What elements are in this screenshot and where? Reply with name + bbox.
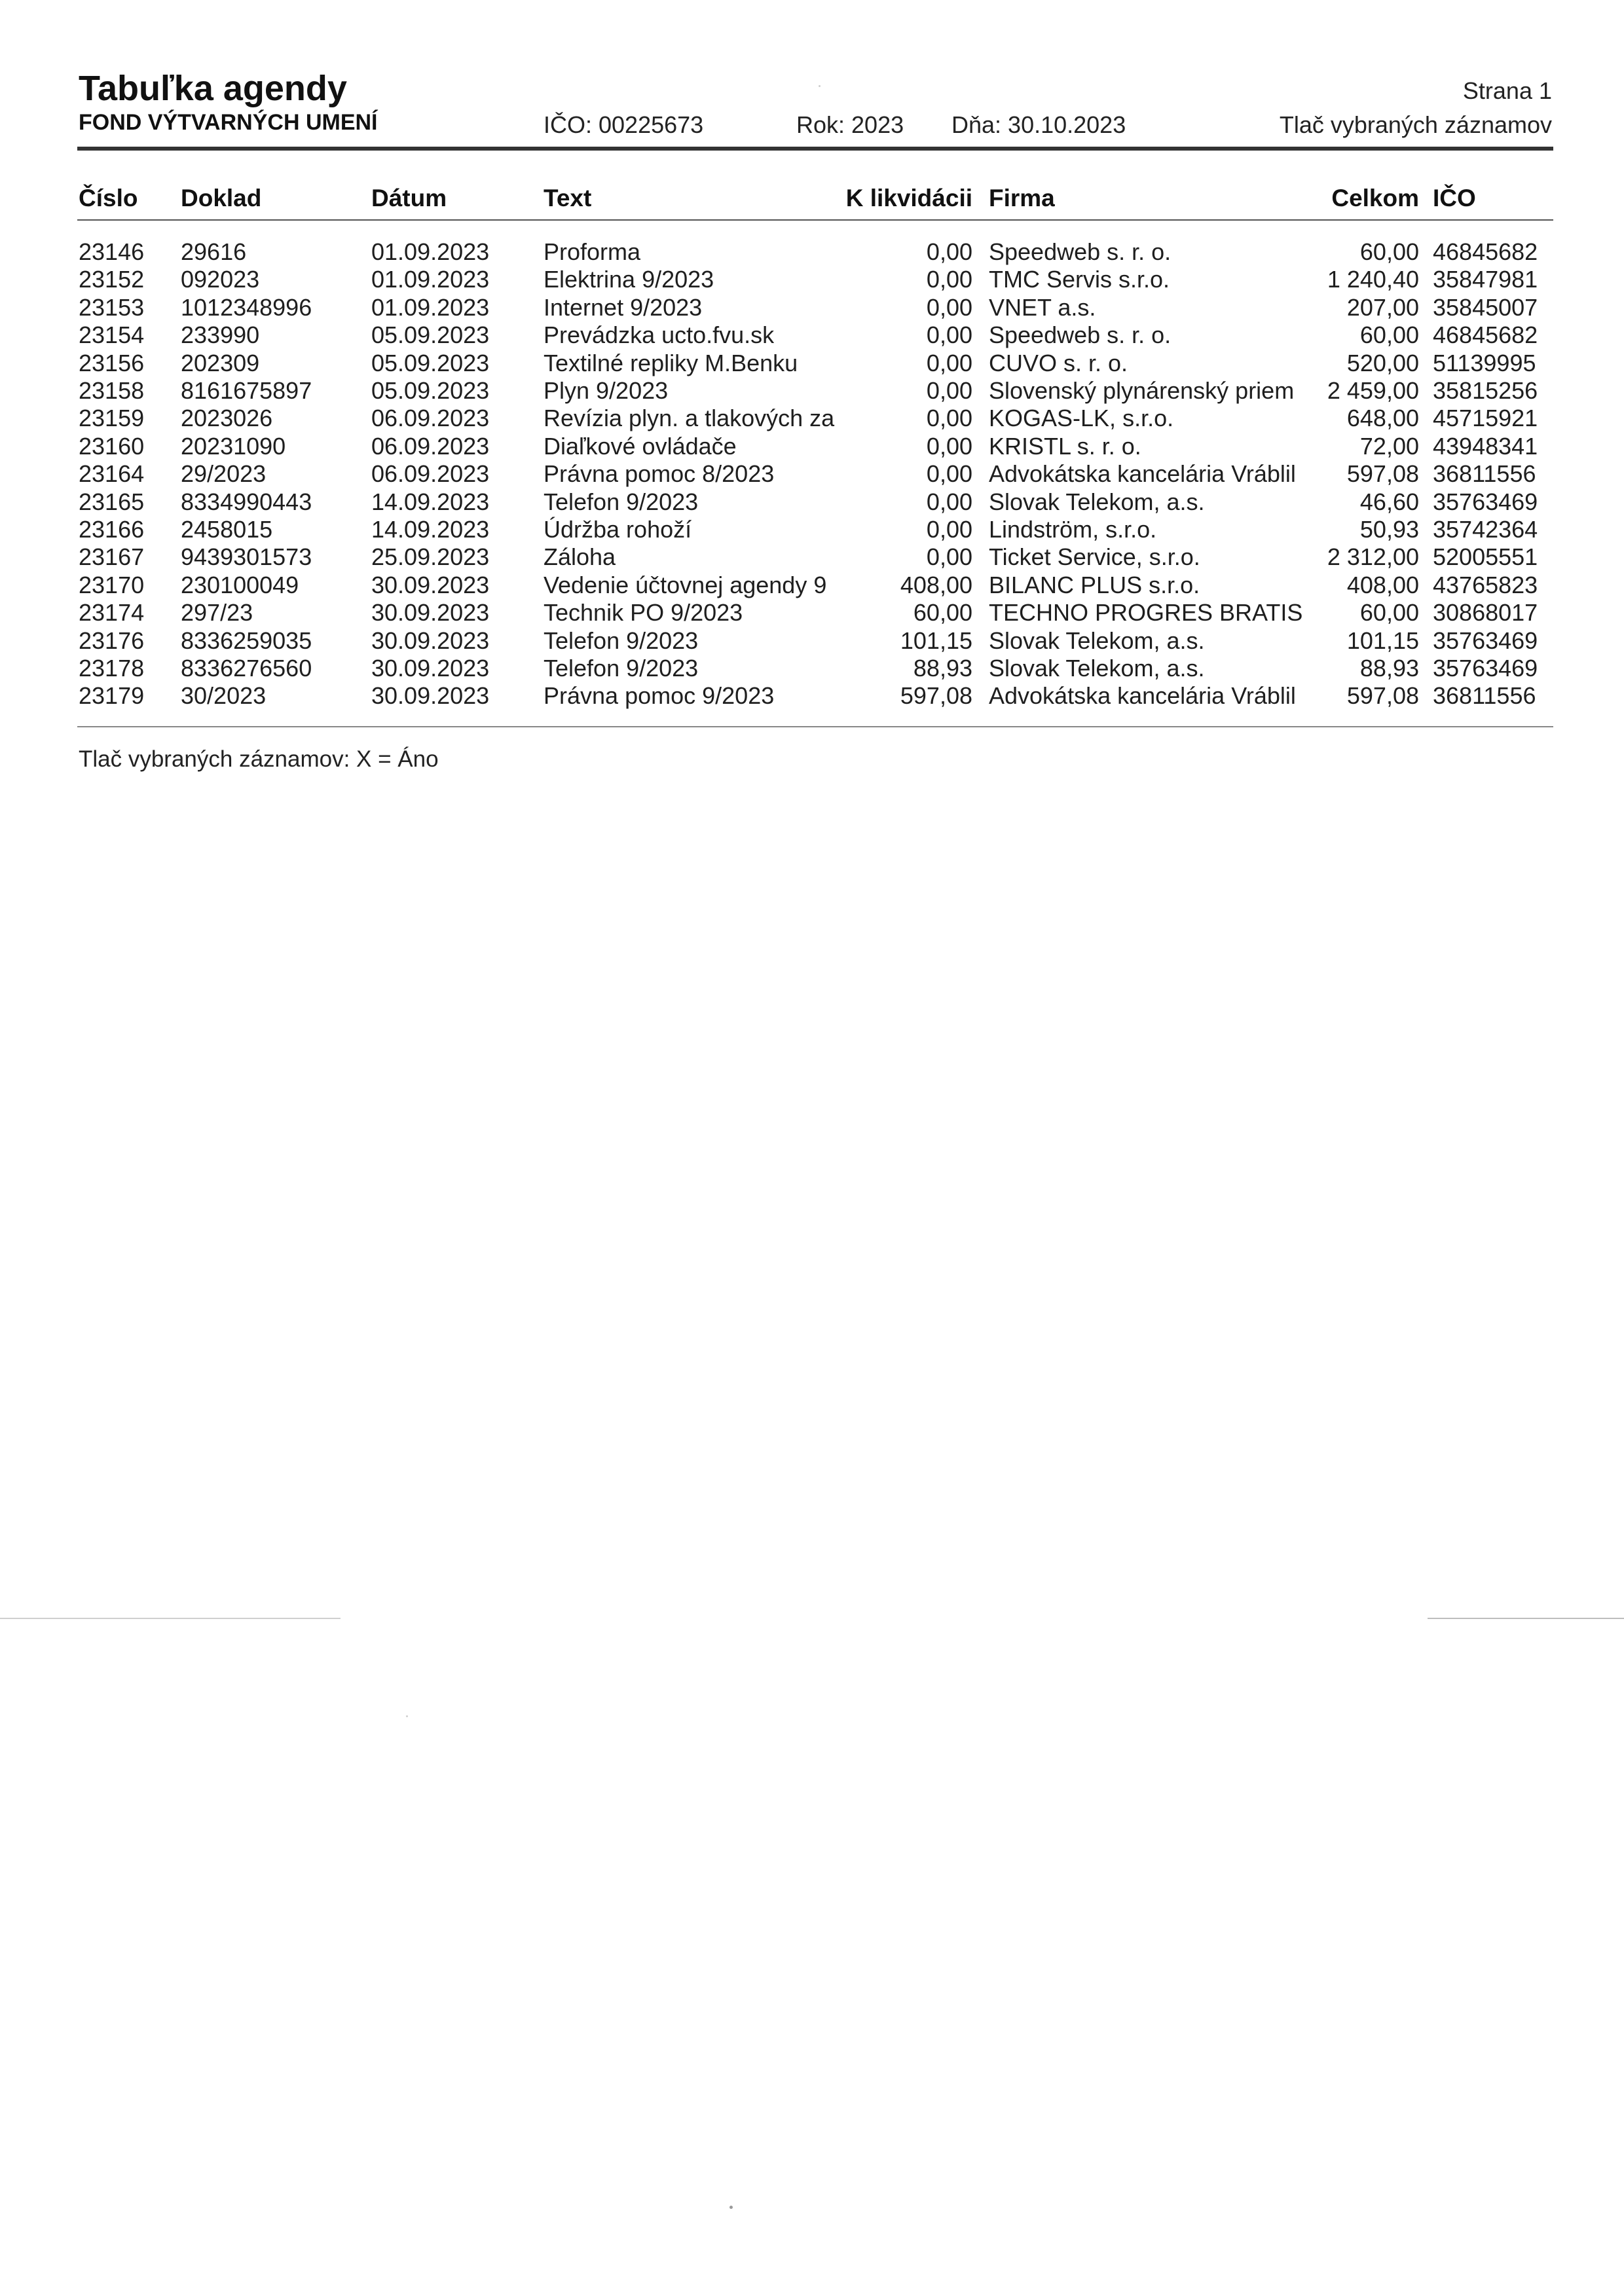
cell-firma: Speedweb s. r. o. [989, 238, 1172, 265]
cell-k-likvidacii: 0,00 [926, 238, 972, 265]
page-number: Strana 1 [1462, 77, 1552, 104]
cell-doklad: 297/23 [181, 599, 253, 627]
organization-ico: IČO: 00225673 [544, 111, 704, 138]
cell-text: Diaľkové ovládače [544, 432, 737, 460]
cell-datum: 25.09.2023 [371, 543, 490, 571]
cell-k-likvidacii: 0,00 [926, 516, 972, 543]
cell-doklad: 20231090 [181, 432, 286, 460]
column-header-doklad: Doklad [181, 185, 262, 211]
cell-datum: 30.09.2023 [371, 571, 490, 598]
cell-doklad: 202309 [181, 349, 260, 376]
cell-firma: CUVO s. r. o. [989, 349, 1128, 376]
cell-firma: TECHNO PROGRES BRATIS [989, 599, 1303, 627]
header-divider [77, 147, 1553, 151]
cell-celkom: 1 240,40 [1327, 266, 1419, 293]
cell-celkom: 648,00 [1346, 405, 1419, 432]
cell-text: Textilné repliky M.Benku [544, 349, 798, 376]
cell-cislo: 23156 [79, 349, 145, 376]
cell-text: Plyn 9/2023 [544, 377, 669, 404]
cell-text: Vedenie účtovnej agendy 9 [544, 571, 827, 598]
cell-cislo: 23160 [79, 432, 145, 460]
column-header-cislo: Číslo [79, 185, 138, 211]
cell-celkom: 72,00 [1359, 432, 1419, 460]
cell-ico: 35742364 [1433, 516, 1538, 543]
table-header-divider [77, 219, 1553, 221]
cell-cislo: 23159 [79, 405, 145, 432]
cell-doklad: 230100049 [181, 571, 299, 598]
cell-datum: 06.09.2023 [371, 405, 490, 432]
cell-firma: Slovenský plynárenský priem [989, 377, 1295, 404]
cell-ico: 35845007 [1433, 293, 1538, 321]
cell-firma: Ticket Service, s.r.o. [989, 543, 1200, 571]
cell-ico: 43948341 [1433, 432, 1538, 460]
cell-doklad: 8336259035 [181, 627, 312, 654]
cell-doklad: 2023026 [181, 405, 273, 432]
cell-cislo: 23152 [79, 266, 145, 293]
cell-datum: 14.09.2023 [371, 488, 490, 515]
cell-celkom: 2 312,00 [1327, 543, 1419, 571]
cell-ico: 45715921 [1433, 405, 1538, 432]
cell-firma: BILANC PLUS s.r.o. [989, 571, 1200, 598]
cell-ico: 46845682 [1433, 238, 1538, 265]
column-header-celkom: Celkom [1331, 185, 1419, 211]
cell-celkom: 597,08 [1346, 682, 1419, 710]
cell-text: Elektrina 9/2023 [544, 266, 714, 293]
cell-k-likvidacii: 0,00 [926, 266, 972, 293]
cell-cislo: 23170 [79, 571, 145, 598]
cell-text: Právna pomoc 9/2023 [544, 682, 775, 710]
column-header-firma: Firma [989, 185, 1055, 211]
cell-doklad: 30/2023 [181, 682, 267, 710]
cell-k-likvidacii: 597,08 [900, 682, 972, 710]
report-year: Rok: 2023 [796, 111, 904, 138]
page-title: Tabuľka agendy [79, 69, 347, 108]
print-mode: Tlač vybraných záznamov [1279, 111, 1552, 138]
cell-cislo: 23154 [79, 321, 145, 349]
footer-note: Tlač vybraných záznamov: X = Áno [79, 746, 439, 772]
cell-cislo: 23153 [79, 293, 145, 321]
cell-doklad: 1012348996 [181, 293, 312, 321]
table-footer-divider [77, 726, 1553, 727]
cell-cislo: 23178 [79, 655, 145, 682]
cell-datum: 14.09.2023 [371, 516, 490, 543]
cell-celkom: 597,08 [1346, 460, 1419, 488]
cell-datum: 01.09.2023 [371, 293, 490, 321]
cell-celkom: 101,15 [1346, 627, 1419, 654]
scan-speck [729, 2206, 733, 2209]
cell-firma: Speedweb s. r. o. [989, 321, 1172, 349]
cell-k-likvidacii: 0,00 [926, 293, 972, 321]
cell-firma: Slovak Telekom, a.s. [989, 627, 1205, 654]
cell-firma: Slovak Telekom, a.s. [989, 655, 1205, 682]
cell-firma: VNET a.s. [989, 293, 1096, 321]
cell-celkom: 60,00 [1359, 321, 1419, 349]
cell-ico: 35847981 [1433, 266, 1538, 293]
cell-doklad: 8336276560 [181, 655, 312, 682]
cell-datum: 05.09.2023 [371, 349, 490, 376]
cell-firma: KRISTL s. r. o. [989, 432, 1141, 460]
cell-k-likvidacii: 0,00 [926, 543, 972, 571]
scan-fold-line-left [0, 1618, 341, 1619]
column-header-ico: IČO [1433, 185, 1476, 211]
cell-ico: 36811556 [1433, 460, 1536, 488]
cell-doklad: 9439301573 [181, 543, 312, 571]
cell-ico: 35763469 [1433, 627, 1538, 654]
cell-ico: 52005551 [1433, 543, 1538, 571]
cell-celkom: 60,00 [1359, 599, 1419, 627]
cell-text: Technik PO 9/2023 [544, 599, 743, 627]
cell-ico: 35815256 [1433, 377, 1538, 404]
cell-k-likvidacii: 0,00 [926, 321, 972, 349]
organization-name: FOND VÝTVARNÝCH UMENÍ [79, 110, 378, 135]
cell-cislo: 23176 [79, 627, 145, 654]
cell-celkom: 207,00 [1346, 293, 1419, 321]
cell-datum: 05.09.2023 [371, 321, 490, 349]
cell-k-likvidacii: 0,00 [926, 405, 972, 432]
cell-cislo: 23165 [79, 488, 145, 515]
cell-cislo: 23158 [79, 377, 145, 404]
cell-celkom: 46,60 [1359, 488, 1419, 515]
cell-text: Telefon 9/2023 [544, 655, 699, 682]
cell-firma: Lindström, s.r.o. [989, 516, 1157, 543]
cell-doklad: 233990 [181, 321, 260, 349]
cell-text: Právna pomoc 8/2023 [544, 460, 775, 488]
cell-text: Internet 9/2023 [544, 293, 703, 321]
cell-celkom: 2 459,00 [1327, 377, 1419, 404]
cell-firma: Advokátska kancelária Vráblil [989, 682, 1296, 710]
cell-datum: 30.09.2023 [371, 655, 490, 682]
column-header-datum: Dátum [371, 185, 447, 211]
cell-cislo: 23146 [79, 238, 145, 265]
cell-datum: 01.09.2023 [371, 266, 490, 293]
cell-cislo: 23167 [79, 543, 145, 571]
cell-doklad: 8161675897 [181, 377, 312, 404]
cell-cislo: 23179 [79, 682, 145, 710]
column-header-text: Text [544, 185, 592, 211]
cell-text: Proforma [544, 238, 641, 265]
cell-datum: 30.09.2023 [371, 599, 490, 627]
cell-k-likvidacii: 88,93 [913, 655, 972, 682]
cell-text: Telefon 9/2023 [544, 627, 699, 654]
cell-cislo: 23164 [79, 460, 145, 488]
cell-firma: Slovak Telekom, a.s. [989, 488, 1205, 515]
cell-datum: 30.09.2023 [371, 682, 490, 710]
cell-datum: 06.09.2023 [371, 460, 490, 488]
cell-doklad: 8334990443 [181, 488, 312, 515]
cell-ico: 43765823 [1433, 571, 1538, 598]
cell-firma: KOGAS-LK, s.r.o. [989, 405, 1174, 432]
cell-celkom: 520,00 [1346, 349, 1419, 376]
cell-firma: TMC Servis s.r.o. [989, 266, 1170, 293]
cell-ico: 46845682 [1433, 321, 1538, 349]
cell-k-likvidacii: 101,15 [900, 627, 972, 654]
cell-k-likvidacii: 0,00 [926, 488, 972, 515]
cell-doklad: 29/2023 [181, 460, 267, 488]
cell-k-likvidacii: 60,00 [913, 599, 972, 627]
cell-doklad: 2458015 [181, 516, 273, 543]
cell-text: Telefon 9/2023 [544, 488, 699, 515]
cell-celkom: 60,00 [1359, 238, 1419, 265]
scan-speck [406, 1715, 408, 1717]
cell-ico: 30868017 [1433, 599, 1538, 627]
cell-doklad: 092023 [181, 266, 260, 293]
cell-doklad: 29616 [181, 238, 247, 265]
cell-ico: 35763469 [1433, 488, 1538, 515]
cell-celkom: 50,93 [1359, 516, 1419, 543]
cell-celkom: 88,93 [1359, 655, 1419, 682]
cell-firma: Advokátska kancelária Vráblil [989, 460, 1296, 488]
report-date: Dňa: 30.10.2023 [951, 111, 1126, 138]
cell-datum: 30.09.2023 [371, 627, 490, 654]
cell-k-likvidacii: 0,00 [926, 349, 972, 376]
cell-datum: 05.09.2023 [371, 377, 490, 404]
cell-k-likvidacii: 0,00 [926, 377, 972, 404]
cell-text: Revízia plyn. a tlakových za [544, 405, 835, 432]
cell-cislo: 23174 [79, 599, 145, 627]
cell-ico: 35763469 [1433, 655, 1538, 682]
cell-celkom: 408,00 [1346, 571, 1419, 598]
cell-datum: 01.09.2023 [371, 238, 490, 265]
cell-cislo: 23166 [79, 516, 145, 543]
cell-ico: 51139995 [1433, 349, 1536, 376]
cell-text: Záloha [544, 543, 616, 571]
scan-speck [819, 85, 821, 87]
cell-k-likvidacii: 0,00 [926, 460, 972, 488]
cell-text: Prevádzka ucto.fvu.sk [544, 321, 775, 349]
column-header-k-likvidacii: K likvidácii [845, 185, 972, 211]
scan-fold-line-right [1428, 1618, 1624, 1619]
cell-k-likvidacii: 408,00 [900, 571, 972, 598]
cell-k-likvidacii: 0,00 [926, 432, 972, 460]
cell-datum: 06.09.2023 [371, 432, 490, 460]
cell-ico: 36811556 [1433, 682, 1536, 710]
cell-text: Údržba rohoží [544, 516, 692, 543]
